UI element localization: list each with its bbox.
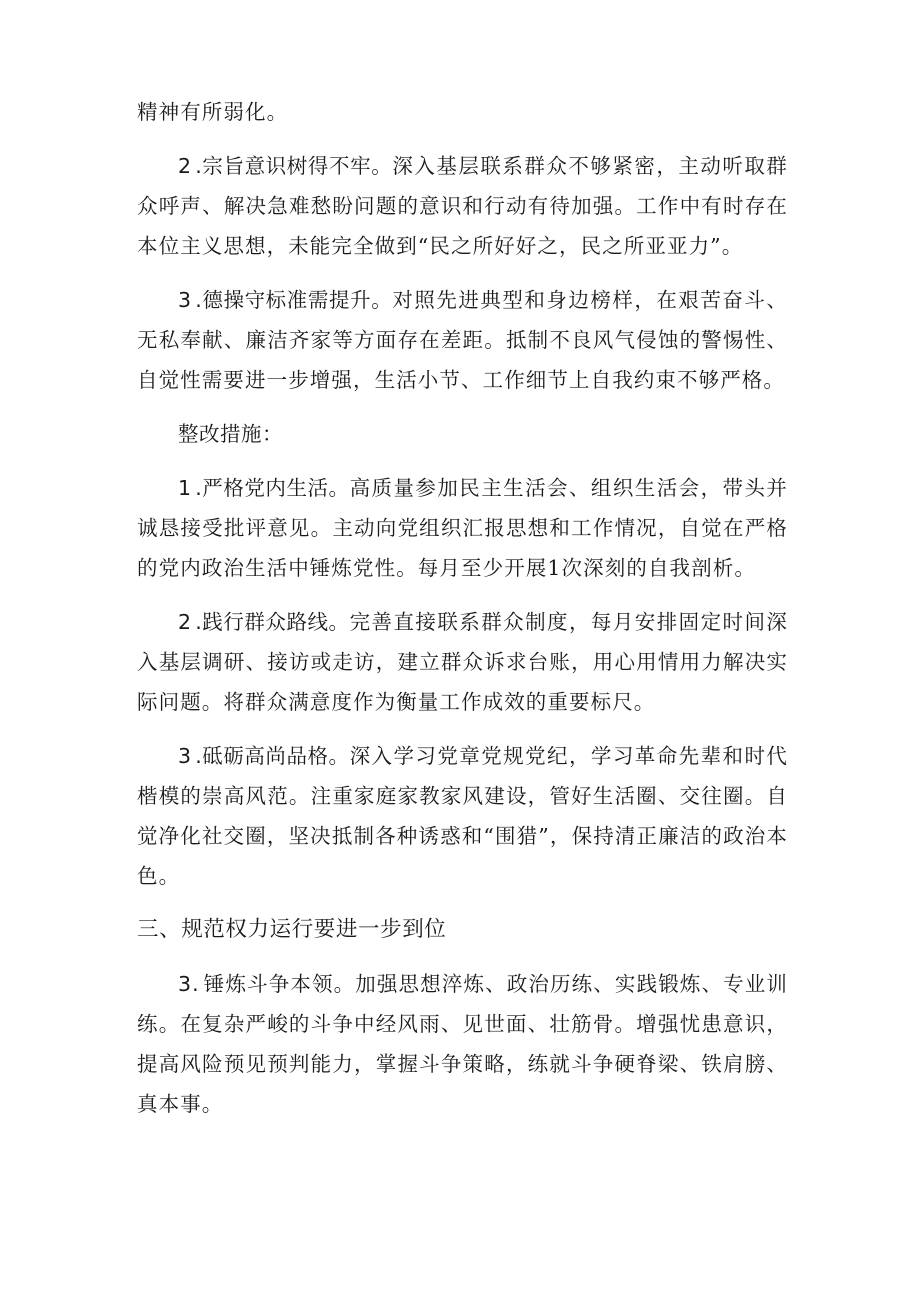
measure-item-2-number: 2 <box>178 610 192 634</box>
measures-heading: 整改措施： <box>178 422 283 446</box>
problem-item-2-number: 2 <box>178 154 192 178</box>
section-3-item-number: 3. <box>178 972 200 996</box>
section-3-item <box>137 964 788 1124</box>
measure-item-2 <box>137 602 788 722</box>
problem-item-3 <box>137 280 788 400</box>
measure-item-1-title: .严格党内生活。 <box>195 476 350 500</box>
problem-item-3-number: 3 <box>178 288 192 312</box>
opening-paragraph <box>137 92 788 132</box>
measure-item-2-lead <box>178 610 350 634</box>
measure-item-3-title: .砥砺高尚品格。 <box>195 744 350 768</box>
problem-item-2-lead <box>178 154 392 178</box>
measure-item-3-lead <box>178 744 350 768</box>
measure-item-1-lead <box>178 476 350 500</box>
problem-item-2-body: 深入基层联系群众不够紧密，主动听取群众呼声、解决急难愁盼问题的意识和行动有待加强。工作中有时存在本位主义思想，未能完全做到“民之所好好之，民之所亚亚力”。 <box>137 154 788 258</box>
measure-item-1-number: 1 <box>178 476 192 500</box>
problem-item-3-title: .德操守标准需提升。 <box>195 288 393 312</box>
section-3-item-body: 锤炼斗争本领。加强思想淬炼、政治历练、实践锻炼、专业训练。在复杂严峻的斗争中经风雨、见世面、壮筋骨。增强忧患意识，提高风险预见预判能力，掌握斗争策略，练就斗争硬脊梁、铁肩膀、真本事。 <box>137 972 788 1116</box>
measure-item-1 <box>137 468 788 588</box>
problem-item-2-title: .宗旨意识树得不牢。 <box>195 154 393 178</box>
measure-item-3 <box>137 736 788 896</box>
section-3-heading: 三、规范权力运行要进一步到位 <box>137 917 447 942</box>
problem-item-2 <box>137 146 788 266</box>
problem-item-3-lead <box>178 288 392 312</box>
opening-text: 精神有所弱化。 <box>137 100 289 124</box>
measure-item-3-number: 3 <box>178 744 192 768</box>
measure-item-3-body: 深入学习党章党规党纪，学习革命先辈和时代楷模的崇高风范。注重家庭家教家风建设，管好生活圈、交往圈。自觉净化社交圈，坚决抵制各种诱惑和“围猎”，保持清正廉洁的政治本色。 <box>137 744 788 888</box>
measure-item-2-title: .践行群众路线。 <box>195 610 350 634</box>
measure-item-2-body: 完善直接联系群众制度，每月安排固定时间深入基层调研、接访或走访，建立群众诉求台账，用心用情用力解决实际问题。将群众满意度作为衡量工作成效的重要标尺。 <box>137 610 788 714</box>
measure-item-1-body: 高质量参加民主生活会、组织生活会，带头并诚恳接受批评意见。主动向党组织汇报思想和工作情况，自觉在严格的党内政治生活中锤炼党性。每月至少开展1次深刻的自我剖析。 <box>137 476 788 580</box>
problem-item-3-body: 对照先进典型和身边榜样，在艰苦奋斗、无私奉献、廉洁齐家等方面存在差距。抵制不良风气侵蚀的警惕性、自觉性需要进一步增强，生活小节、工作细节上自我约束不够严格。 <box>137 288 788 392</box>
